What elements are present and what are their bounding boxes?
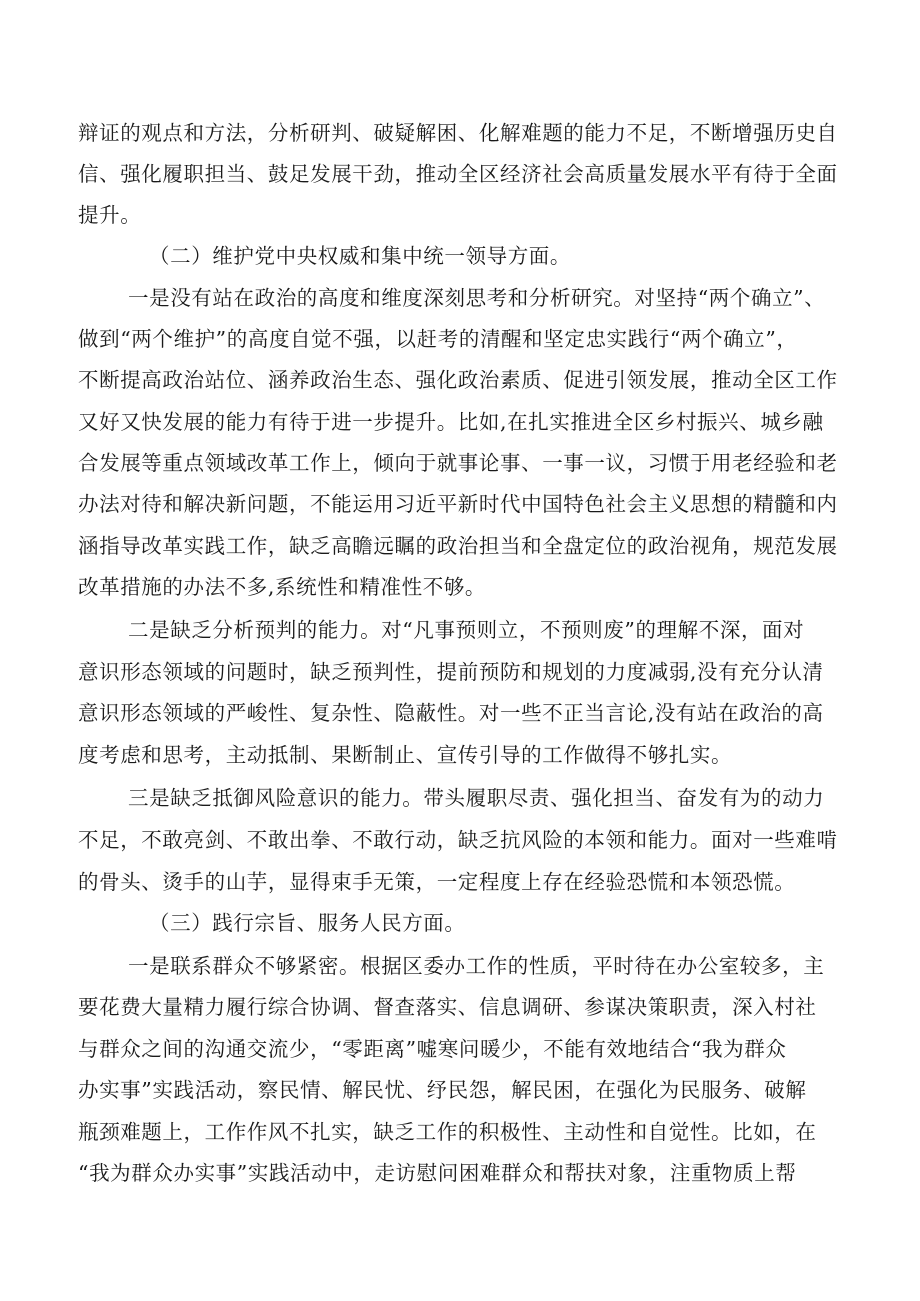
text-line: 做到“两个维护”的高度自觉不强，以赶考的清醒和坚定忠实践行“两个确立”，: [78, 327, 798, 351]
text-line: 改革措施的办法不多,系统性和精准性不够。: [78, 575, 487, 599]
text-line: 不断提高政治站位、涵养政治生态、强化政治素质、促进引领发展，推动全区工作: [78, 368, 838, 392]
text-line: 度考虑和思考，主动抵制、果断制止、宣传引导的工作做得不够扎实。: [78, 743, 733, 767]
paragraph-first-line: 一是没有站在政治的高度和维度深刻思考和分析研究。对坚持“两个确立”、: [128, 286, 826, 310]
text-line: 的骨头、烫手的山芋，显得束手无策，一定程度上存在经验恐慌和本领恐慌。: [78, 870, 796, 894]
text-line: 瓶颈难题上，工作作风不扎实，缺乏工作的积极性、主动性和自觉性。比如，在: [78, 1120, 817, 1144]
paragraph-first-line: 一是联系群众不够紧密。根据区委办工作的性质，平时待在办公室较多，主: [128, 954, 825, 978]
text-line: 不足，不敢亮剑、不敢出拳、不敢行动，缺乏抗风险的本领和能力。面对一些难啃: [78, 828, 838, 852]
text-line: 与群众之间的沟通交流少，“零距离”嘘寒问暖少，不能有效地结合“我为群众: [78, 1037, 787, 1061]
text-line: 又好又快发展的能力有待于进一步提升。比如,在扎实推进全区乡村振兴、城乡融: [78, 410, 824, 434]
section-heading: （二）维护党中央权威和集中统一领导方面。: [149, 244, 571, 268]
paragraph-first-line: 二是缺乏分析预判的能力。对“凡事预则立，不预则废”的理解不深，面对: [128, 618, 805, 642]
text-line: 意识形态领域的问题时，缺乏预判性，提前预防和规划的力度减弱,没有充分认清: [78, 660, 824, 684]
text-line: 要花费大量精力履行综合协调、督查落实、信息调研、参谋决策职责，深入村社: [78, 995, 817, 1019]
text-line: 信、强化履职担当、鼓足发展干劲，推动全区经济社会高质量发展水平有待于全面: [78, 162, 838, 186]
text-line: 辩证的观点和方法，分析研判、破疑解困、化解难题的能力不足，不断增强历史自: [78, 121, 838, 145]
text-line: 合发展等重点领域改革工作上，倾向于就事论事、一事一议，习惯于用老经验和老: [78, 451, 838, 475]
text-line: 涵指导改革实践工作，缺乏高瞻远瞩的政治担当和全盘定位的政治视角，规范发展: [78, 534, 838, 558]
text-line: “我为群众办实事”实践活动中，走访慰问困难群众和帮扶对象，注重物质上帮: [78, 1161, 797, 1185]
paragraph-first-line: 三是缺乏抵御风险意识的能力。带头履职尽责、强化担当、奋发有为的动力: [128, 786, 825, 810]
text-line: 提升。: [78, 203, 142, 227]
text-line: 办法对待和解决新问题，不能运用习近平新时代中国特色社会主义思想的精髓和内: [78, 492, 838, 516]
text-line: 办实事”实践活动，察民情、解民忧、纾民怨，解民困，在强化为民服务、破解: [78, 1078, 807, 1102]
section-heading: （三）践行宗旨、服务人民方面。: [149, 911, 466, 935]
text-line: 意识形态领域的严峻性、复杂性、隐蔽性。对一些不正当言论,没有站在政治的高: [78, 701, 824, 725]
